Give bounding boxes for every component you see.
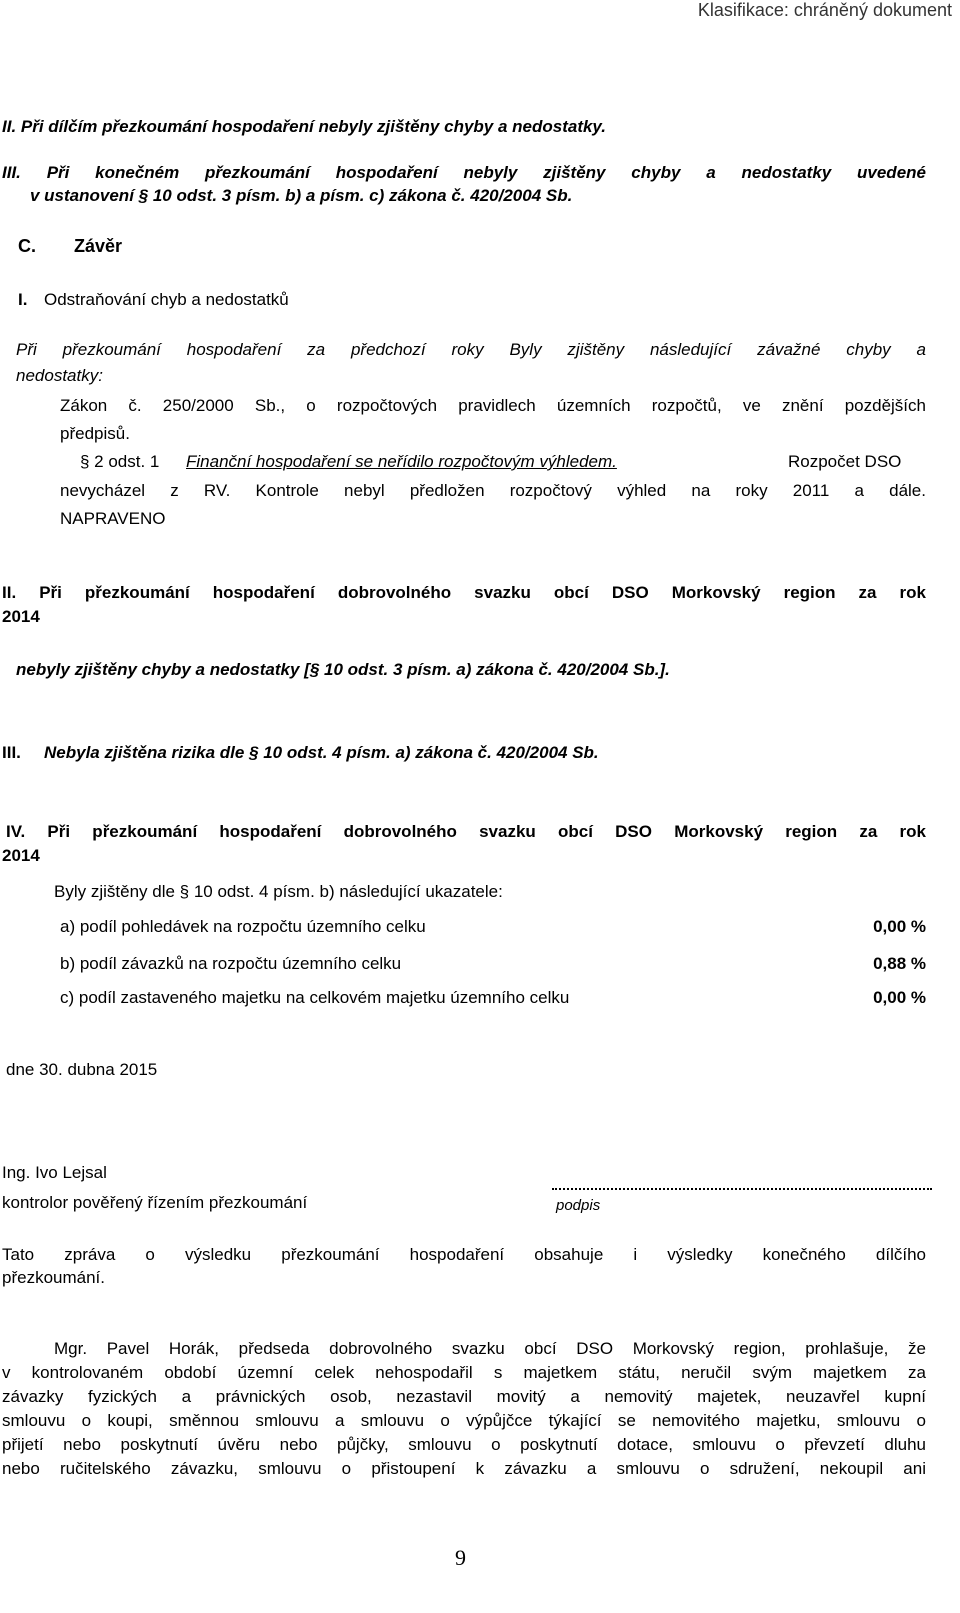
indicators-intro: Byly zjištěny dle § 10 odst. 4 písm. b) následující ukazatele: [54,882,503,901]
part-ii-line2: 2014 [2,607,40,626]
finding-paragraph-ref: § 2 odst. 1 [80,452,160,471]
indicator-b-value: 0,88 % [873,954,926,973]
declaration-line2: v kontrolovaném období územní celek nehospodařil s majetkem státu, neručil svým majetkem za [2,1363,926,1382]
finding-description: Finanční hospodaření se neřídilo rozpočtovým výhledem. [186,452,617,471]
classification-label: Klasifikace: chráněný dokument [697,0,952,20]
inspector-name: Ing. Ivo Lejsal [2,1163,107,1182]
declaration-line6: nebo ručitelského závazku, smlouvu o přistoupení k závazku a smlouvu o sdružení, nekoupil ani [2,1459,926,1478]
section-c-marker: C. [18,236,36,256]
part-i-intro-line1: Při přezkoumání hospodaření za předchozí roky Byly zjištěny následující závažné chyby a [16,340,926,359]
law-reference-line1: Zákon č. 250/2000 Sb., o rozpočtových pravidlech územních rozpočtů, ve znění pozdějších [60,396,926,415]
report-note-line1: Tato zpráva o výsledku přezkoumání hospodaření obsahuje i výsledky konečného dílčího [2,1245,926,1264]
declaration-line1: Mgr. Pavel Horák, předseda dobrovolného svazku obcí DSO Morkovský region, prohlašuje, že [54,1339,926,1358]
part-i-marker: I. [18,290,28,309]
section-b-ii: II. Při dílčím přezkoumání hospodaření nebyly zjištěny chyby a nedostatky. [2,117,606,136]
part-iii-text: Nebyla zjištěna rizika dle § 10 odst. 4 písm. a) zákona č. 420/2004 Sb. [44,743,599,762]
report-note-line2: přezkoumání. [2,1268,105,1287]
part-i-intro-line2: nedostatky: [16,366,103,385]
part-ii-result: nebyly zjištěny chyby a nedostatky [§ 10 odst. 3 písm. a) zákona č. 420/2004 Sb.]. [16,660,670,679]
declaration-line4: smlouvu o koupi, směnnou smlouvu a smlouvu o výpůjčce týkající se nemovitého majetku, smlouvu o [2,1411,926,1430]
indicator-c-value: 0,00 % [873,988,926,1007]
report-date: dne 30. dubna 2015 [6,1060,158,1079]
indicator-a-label: a) podíl pohledávek na rozpočtu územního celku [60,917,426,936]
part-iv-line2: 2014 [2,846,40,865]
finding-status: NAPRAVENO [60,509,166,528]
indicator-c-label: c) podíl zastaveného majetku na celkovém majetku územního celku [60,988,570,1007]
indicator-a-value: 0,00 % [873,917,926,936]
declaration-line5: přijetí nebo poskytnutí úvěru nebo půjčky, smlouvu o poskytnutí dotace, smlouvu o převzetí dluhu [2,1435,926,1454]
finding-description-rest: Rozpočet DSO [788,452,902,471]
inspector-role: kontrolor pověřený řízením přezkoumání [2,1193,308,1212]
part-iv-line1: IV. Při přezkoumání hospodaření dobrovolného svazku obcí DSO Morkovský region za rok [6,822,926,841]
page-number: 9 [455,1545,466,1570]
signature-label: podpis [556,1197,601,1214]
section-b-iii-line2: v ustanovení § 10 odst. 3 písm. b) a písm. c) zákona č. 420/2004 Sb. [30,186,573,205]
indicator-b-label: b) podíl závazků na rozpočtu územního celku [60,954,402,973]
part-iii-marker: III. [2,743,21,762]
section-b-iii-line1: III. Při konečném přezkoumání hospodaření nebyly zjištěny chyby a nedostatky uvedené [2,163,926,182]
part-ii-line1: II. Při přezkoumání hospodaření dobrovolného svazku obcí DSO Morkovský region za rok [2,583,926,602]
signature-line [552,1180,932,1190]
section-c-title: Závěr [74,236,123,256]
law-reference-line2: předpisů. [60,424,130,443]
finding-line2: nevycházel z RV. Kontrole nebyl předložen rozpočtový výhled na roky 2011 a dále. [60,481,926,500]
part-i-title: Odstraňování chyb a nedostatků [44,290,289,309]
declaration-line3: závazky fyzických a právnických osob, nezastavil movitý a nemovitý majetek, neuzavřel kupní [2,1387,926,1406]
